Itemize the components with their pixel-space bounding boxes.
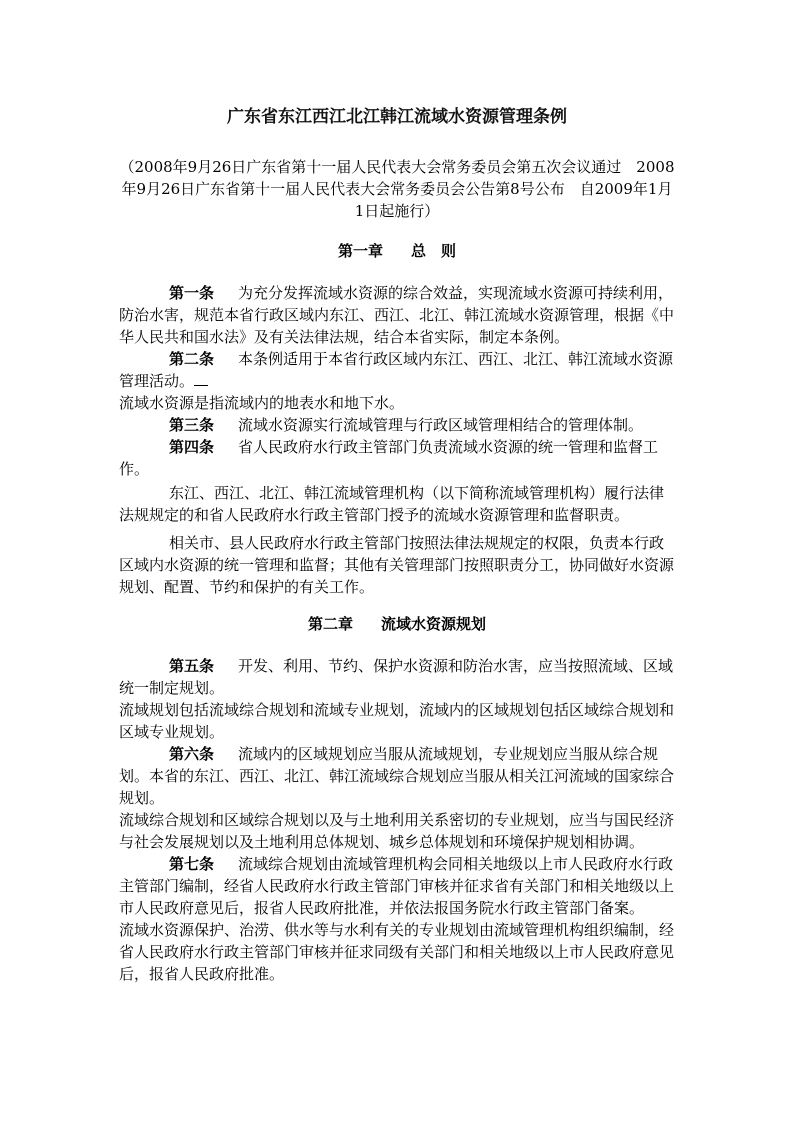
article-2-paragraph-2: 流域水资源是指流域内的地表水和地下水。: [119, 394, 405, 412]
article-6: [119, 743, 675, 809]
article-5-text: 开发、利用、节约、保护水资源和防治水害，应当按照流域、区域统一制定规划。: [119, 657, 674, 697]
article-2: [119, 348, 675, 392]
article-5-label: 第五条: [169, 657, 215, 675]
article-4-label: 第四条: [169, 438, 215, 456]
chapter-1-name: 总 则: [411, 242, 457, 260]
article-7: [119, 853, 675, 919]
chapter-2-body: [119, 655, 675, 985]
article-7-paragraph-2: 流域水资源保护、治涝、供水等与水利有关的专业规划由流域管理机构组织编制，经省人民政府水行政主管部门审核并征求同级有关部门和相关地级以上市人民政府意见后，报省人民政府批准。: [119, 921, 675, 983]
article-4-paragraph-2: 东江、西江、北江、韩江流域管理机构（以下简称流域管理机构）履行法律法规规定的和省人民政府水行政主管部门授予的流域水资源管理和监督职责。: [119, 484, 665, 524]
chapter-1-heading: [119, 240, 675, 262]
article-3-text: 流域水资源实行流域管理与行政区域管理相结合的管理体制。: [238, 416, 644, 434]
document-title: 广东省东江西江北江韩江流域水资源管理条例: [227, 107, 567, 127]
article-5: [119, 655, 675, 699]
chapter-1-number: 第一章: [337, 242, 383, 260]
article-1-label: 第一条: [169, 284, 215, 302]
article-4-paragraph-3: 相关市、县人民政府水行政主管部门按照法律法规规定的权限，负责本行政区域内水资源的统一管理和监督；其他有关管理部门按照职责分工，协同做好水资源规划、配置、节约和保护的有关工作。: [119, 534, 675, 596]
article-5-paragraph-2: 流域规划包括流域综合规划和流域专业规划，流域内的区域规划包括区域综合规划和区域专业规划。: [119, 701, 675, 741]
article-6-text: 流域内的区域规划应当服从流域规划，专业规划应当服从综合规划。本省的东江、西江、北江、韩江流域综合规划应当服从相关江河流域的国家综合规划。: [119, 745, 675, 807]
article-2-text: 本条例适用于本省行政区域内东江、西江、北江、韩江流域水资源管理活动。: [119, 350, 674, 390]
chapter-2-number: 第二章: [307, 615, 353, 633]
article-7-text: 流域综合规划由流域管理机构会同相关地级以上市人民政府水行政主管部门编制，经省人民政府水行政主管部门审核并征求省有关部门和相关地级以上市人民政府意见后，报省人民政府批准，并依法报国务院水行政主管部门备案。: [119, 855, 675, 917]
chapter-1-body: [119, 282, 675, 598]
article-7-label: 第七条: [169, 855, 215, 873]
text-cursor-mark: [194, 371, 208, 386]
document-subtitle: （2008年9月26日广东省第十一届人民代表大会常务委员会第五次会议通过 2008年9月26日广东省第十一届人民代表大会常务委员会公告第8号公布 自2009年1月1日起施行）: [119, 158, 675, 220]
article-6-label: 第六条: [169, 745, 215, 763]
article-4-text: 省人民政府水行政主管部门负责流域水资源的统一管理和监督工作。: [119, 438, 659, 478]
article-6-paragraph-2: 流域综合规划和区域综合规划以及与土地利用关系密切的专业规划，应当与国民经济与社会发展规划以及土地利用总体规划、城乡总体规划和环境保护规划相协调。: [119, 811, 675, 851]
chapter-2-name: 流域水资源规划: [381, 615, 487, 633]
article-3: [119, 414, 675, 436]
article-1-text: 为充分发挥流域水资源的综合效益，实现流域水资源可持续利用，防治水害，规范本省行政区域内东江、西江、北江、韩江流域水资源管理，根据《中华人民共和国水法》及有关法律法规，结合本省实际，制定本条例。: [119, 284, 675, 346]
article-4: [119, 436, 675, 480]
chapter-2-heading: [119, 613, 675, 635]
article-1: [119, 282, 675, 348]
article-3-label: 第三条: [169, 416, 215, 434]
article-2-label: 第二条: [169, 350, 215, 368]
